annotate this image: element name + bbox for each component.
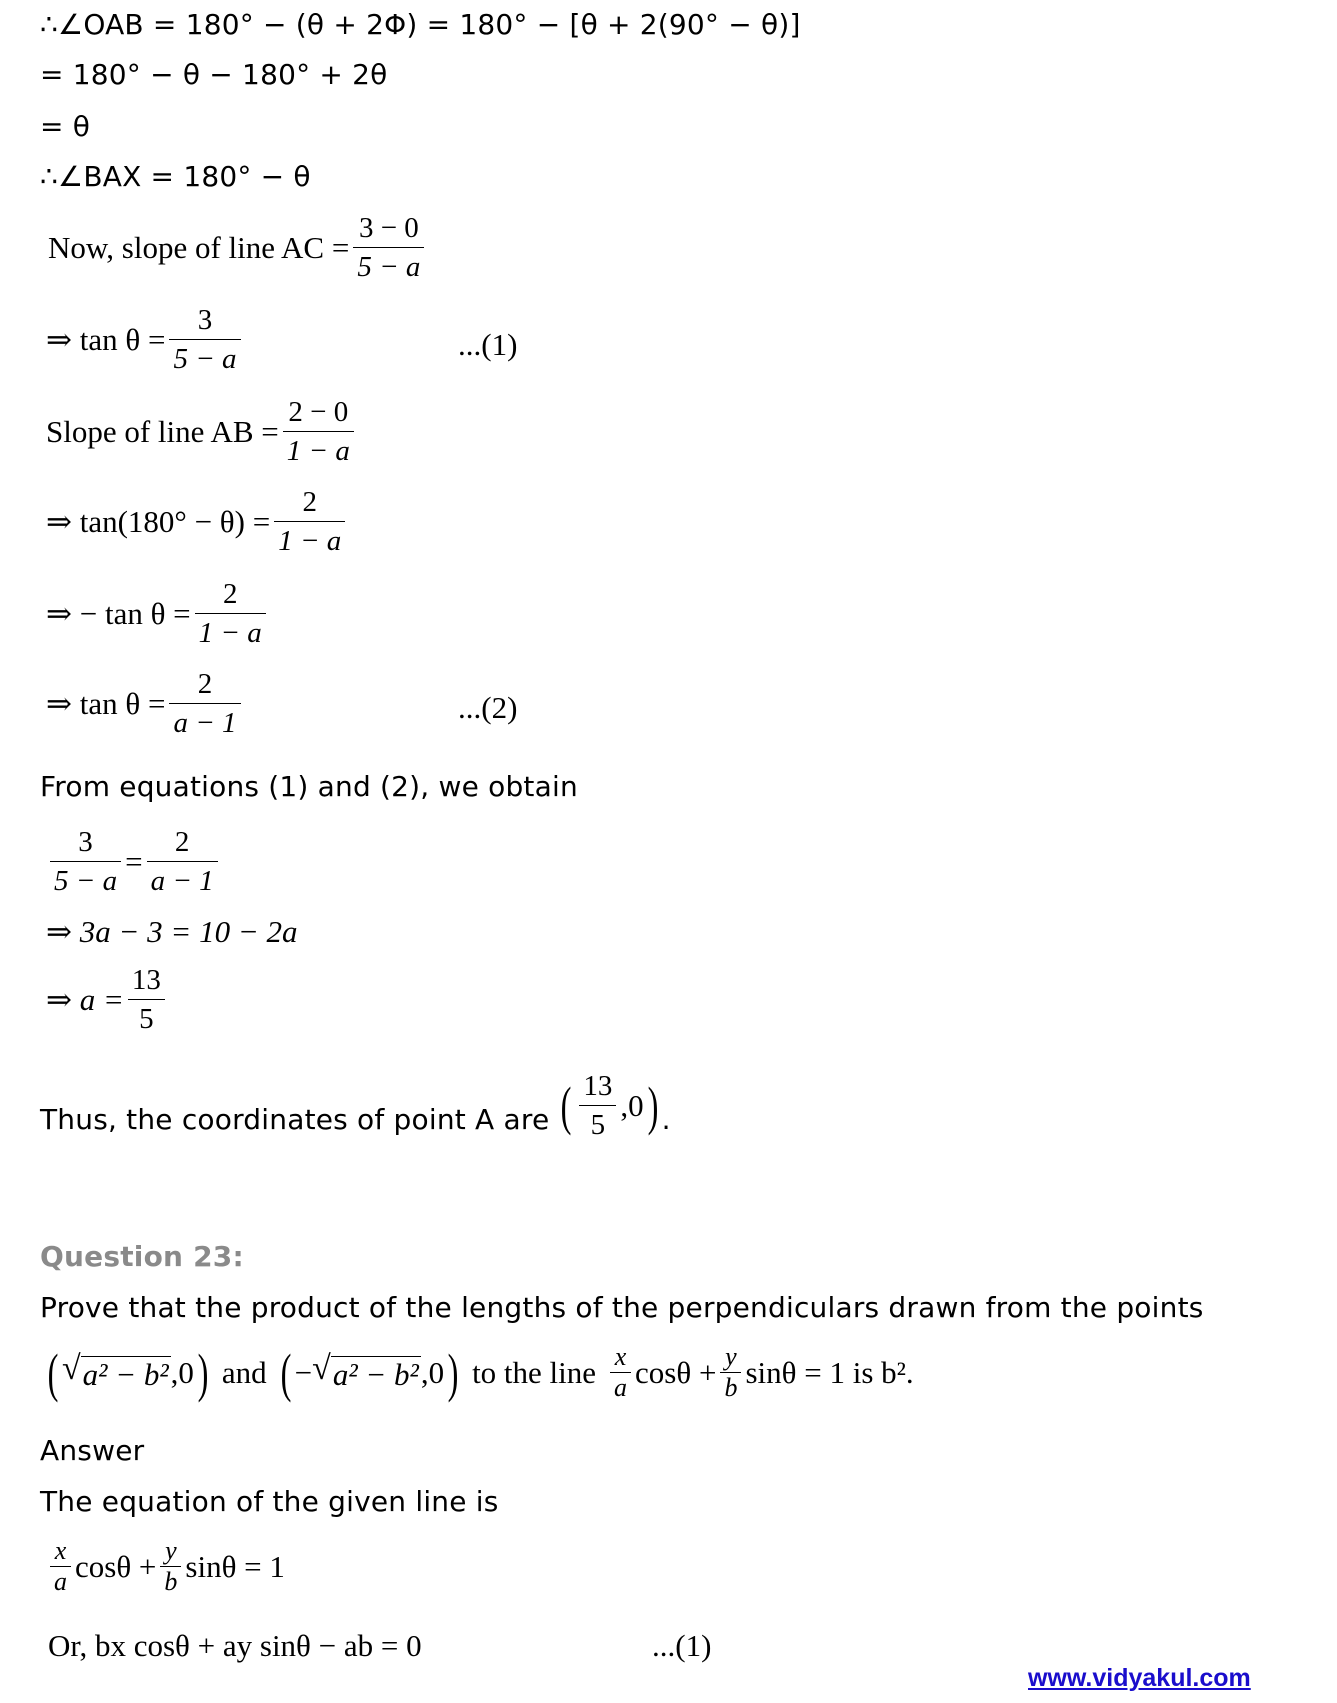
slope-ac-label: Now, slope of line AC = [48,229,350,265]
ratio-right-denominator: a − 1 [150,865,214,898]
tan1-fraction [169,304,240,376]
tan1-denominator: 5 − a [173,343,237,376]
slope-ac-fraction [353,212,424,284]
eqn-x-over-a [50,1538,71,1595]
x-numerator: x [614,1342,627,1371]
coordinates-period: . [661,1102,671,1136]
b-denominator: b [724,1373,738,1402]
a-lhs: ⇒ a = [46,981,124,1017]
neg-tan-denominator: 1 − a [198,617,262,650]
eqn-sin: sinθ = 1 [185,1548,285,1584]
slope-ac-denominator: 5 − a [357,251,421,284]
coordinates-text: Thus, the coordinates of point A are [40,1102,550,1136]
slope-ac-numerator: 3 − 0 [358,212,419,244]
tan2-lhs: ⇒ tan θ = [46,685,166,721]
a-denominator: 5 [139,1003,154,1036]
eqn-a: a [54,1567,67,1596]
neg-tan-fraction [195,578,266,650]
angle-bax-line: ∴∠BAX = 180° − θ [40,160,311,193]
tan1-lhs: ⇒ tan θ = [46,321,166,357]
or-equation: Or, bx cosθ + ay sinθ − ab = 0 [48,1628,422,1663]
coordinate-a: ( $\frac{13}{5}$ ,0 ) [561,1070,659,1142]
tan-180-equation [46,486,349,558]
tan2-numerator: 2 [197,668,213,700]
y-numerator: y [725,1342,737,1371]
tan-theta-eq2 [46,668,245,740]
eqn-y: y [165,1536,177,1565]
tan180-fraction [274,486,345,558]
slope-ab-label: Slope of line AB = [46,413,279,449]
ratio-right-fraction [147,826,218,898]
ratio-left-numerator: 3 [78,826,93,858]
answer-label: Answer [40,1434,145,1467]
question-points-line: ( √ a² − b² ,0 ) and ( − √ a² − b² ,0 ) to the line $\frac{x}{a}$ cosθ + $\frac{y}{b}$ sinθ = 1 is b². [47,1342,914,1403]
a-value-equation [46,964,169,1036]
linear-equation: ⇒ 3a − 3 = 10 − 2a [46,914,298,949]
point2-sqrt: √ a² − b² [312,1350,419,1392]
slope-ac-equation [48,212,428,284]
ratio-equals: = [125,843,143,879]
coordinate-denominator: 5 [590,1109,606,1142]
point2-tail: ,0 [420,1354,445,1390]
eqn-x: x [54,1536,67,1565]
tan2-fraction [169,668,240,740]
ratio-left-denominator: 5 − a [54,865,118,898]
eq1-tag: ...(1) [458,327,518,362]
ratio-right-numerator: 2 [174,826,190,858]
coordinate-numerator: 13 [583,1070,613,1102]
angle-result-line: = θ [40,110,91,143]
eqn-b: b [164,1567,178,1596]
slope-ab-equation [46,396,358,468]
vidyakul-link[interactable]: www.vidyakul.com [1028,1664,1251,1692]
point1-radicand: a² − b² [82,1357,169,1392]
point1-tail: ,0 [170,1354,194,1390]
ratio-left-fraction [50,826,121,898]
tan180-denominator: 1 − a [278,525,342,558]
question-heading: Question 23: [40,1240,244,1273]
cos-part: cosθ + [635,1354,717,1390]
angle-simplify-line: = 180° − θ − 180° + 2θ [40,58,388,91]
question-prompt: Prove that the product of the lengths of the perpendiculars drawn from the points [40,1291,1204,1324]
x-over-a [610,1344,631,1401]
eqn-y-over-b [160,1538,181,1595]
neg-tan-equation [46,578,270,650]
from-equations-text: From equations (1) and (2), we obtain [40,770,578,803]
coordinate-tail: ,0 [620,1087,644,1123]
coordinates-line [40,1070,671,1142]
a-numerator: 13 [131,964,161,996]
point2-radicand: a² − b² [332,1357,419,1392]
to-line-text: to the line [472,1354,597,1390]
neg-tan-lhs: ⇒ − tan θ = [46,595,191,631]
coordinate-fraction [579,1070,616,1142]
eq2-tag: ...(2) [458,690,518,725]
ratio-equation [46,826,222,898]
point1-sqrt: √ a² − b² [61,1350,169,1392]
or-equation-tag: ...(1) [652,1628,712,1663]
point2-minus: − [294,1354,313,1390]
eqn-cos: cosθ + [75,1548,157,1584]
and-text: and [221,1354,267,1390]
sin-part: sinθ = 1 is b². [745,1354,914,1390]
a-denominator-q: a [614,1373,628,1402]
tan180-lhs: ⇒ tan(180° − θ) = [46,503,271,539]
slope-ab-denominator: 1 − a [286,435,350,468]
line-equation [46,1538,285,1595]
tan180-numerator: 2 [302,486,317,518]
y-over-b [720,1344,741,1401]
given-line-text: The equation of the given line is [40,1485,499,1518]
a-fraction [128,964,165,1036]
tan-theta-eq1 [46,304,245,376]
neg-tan-numerator: 2 [222,578,238,610]
angle-oab-line: ∴∠OAB = 180° − (θ + 2Φ) = 180° − [θ + 2(90° − θ)] [40,8,801,41]
slope-ab-numerator: 2 − 0 [288,396,349,428]
tan1-numerator: 3 [197,304,213,336]
tan2-denominator: a − 1 [173,707,237,740]
slope-ab-fraction [283,396,354,468]
